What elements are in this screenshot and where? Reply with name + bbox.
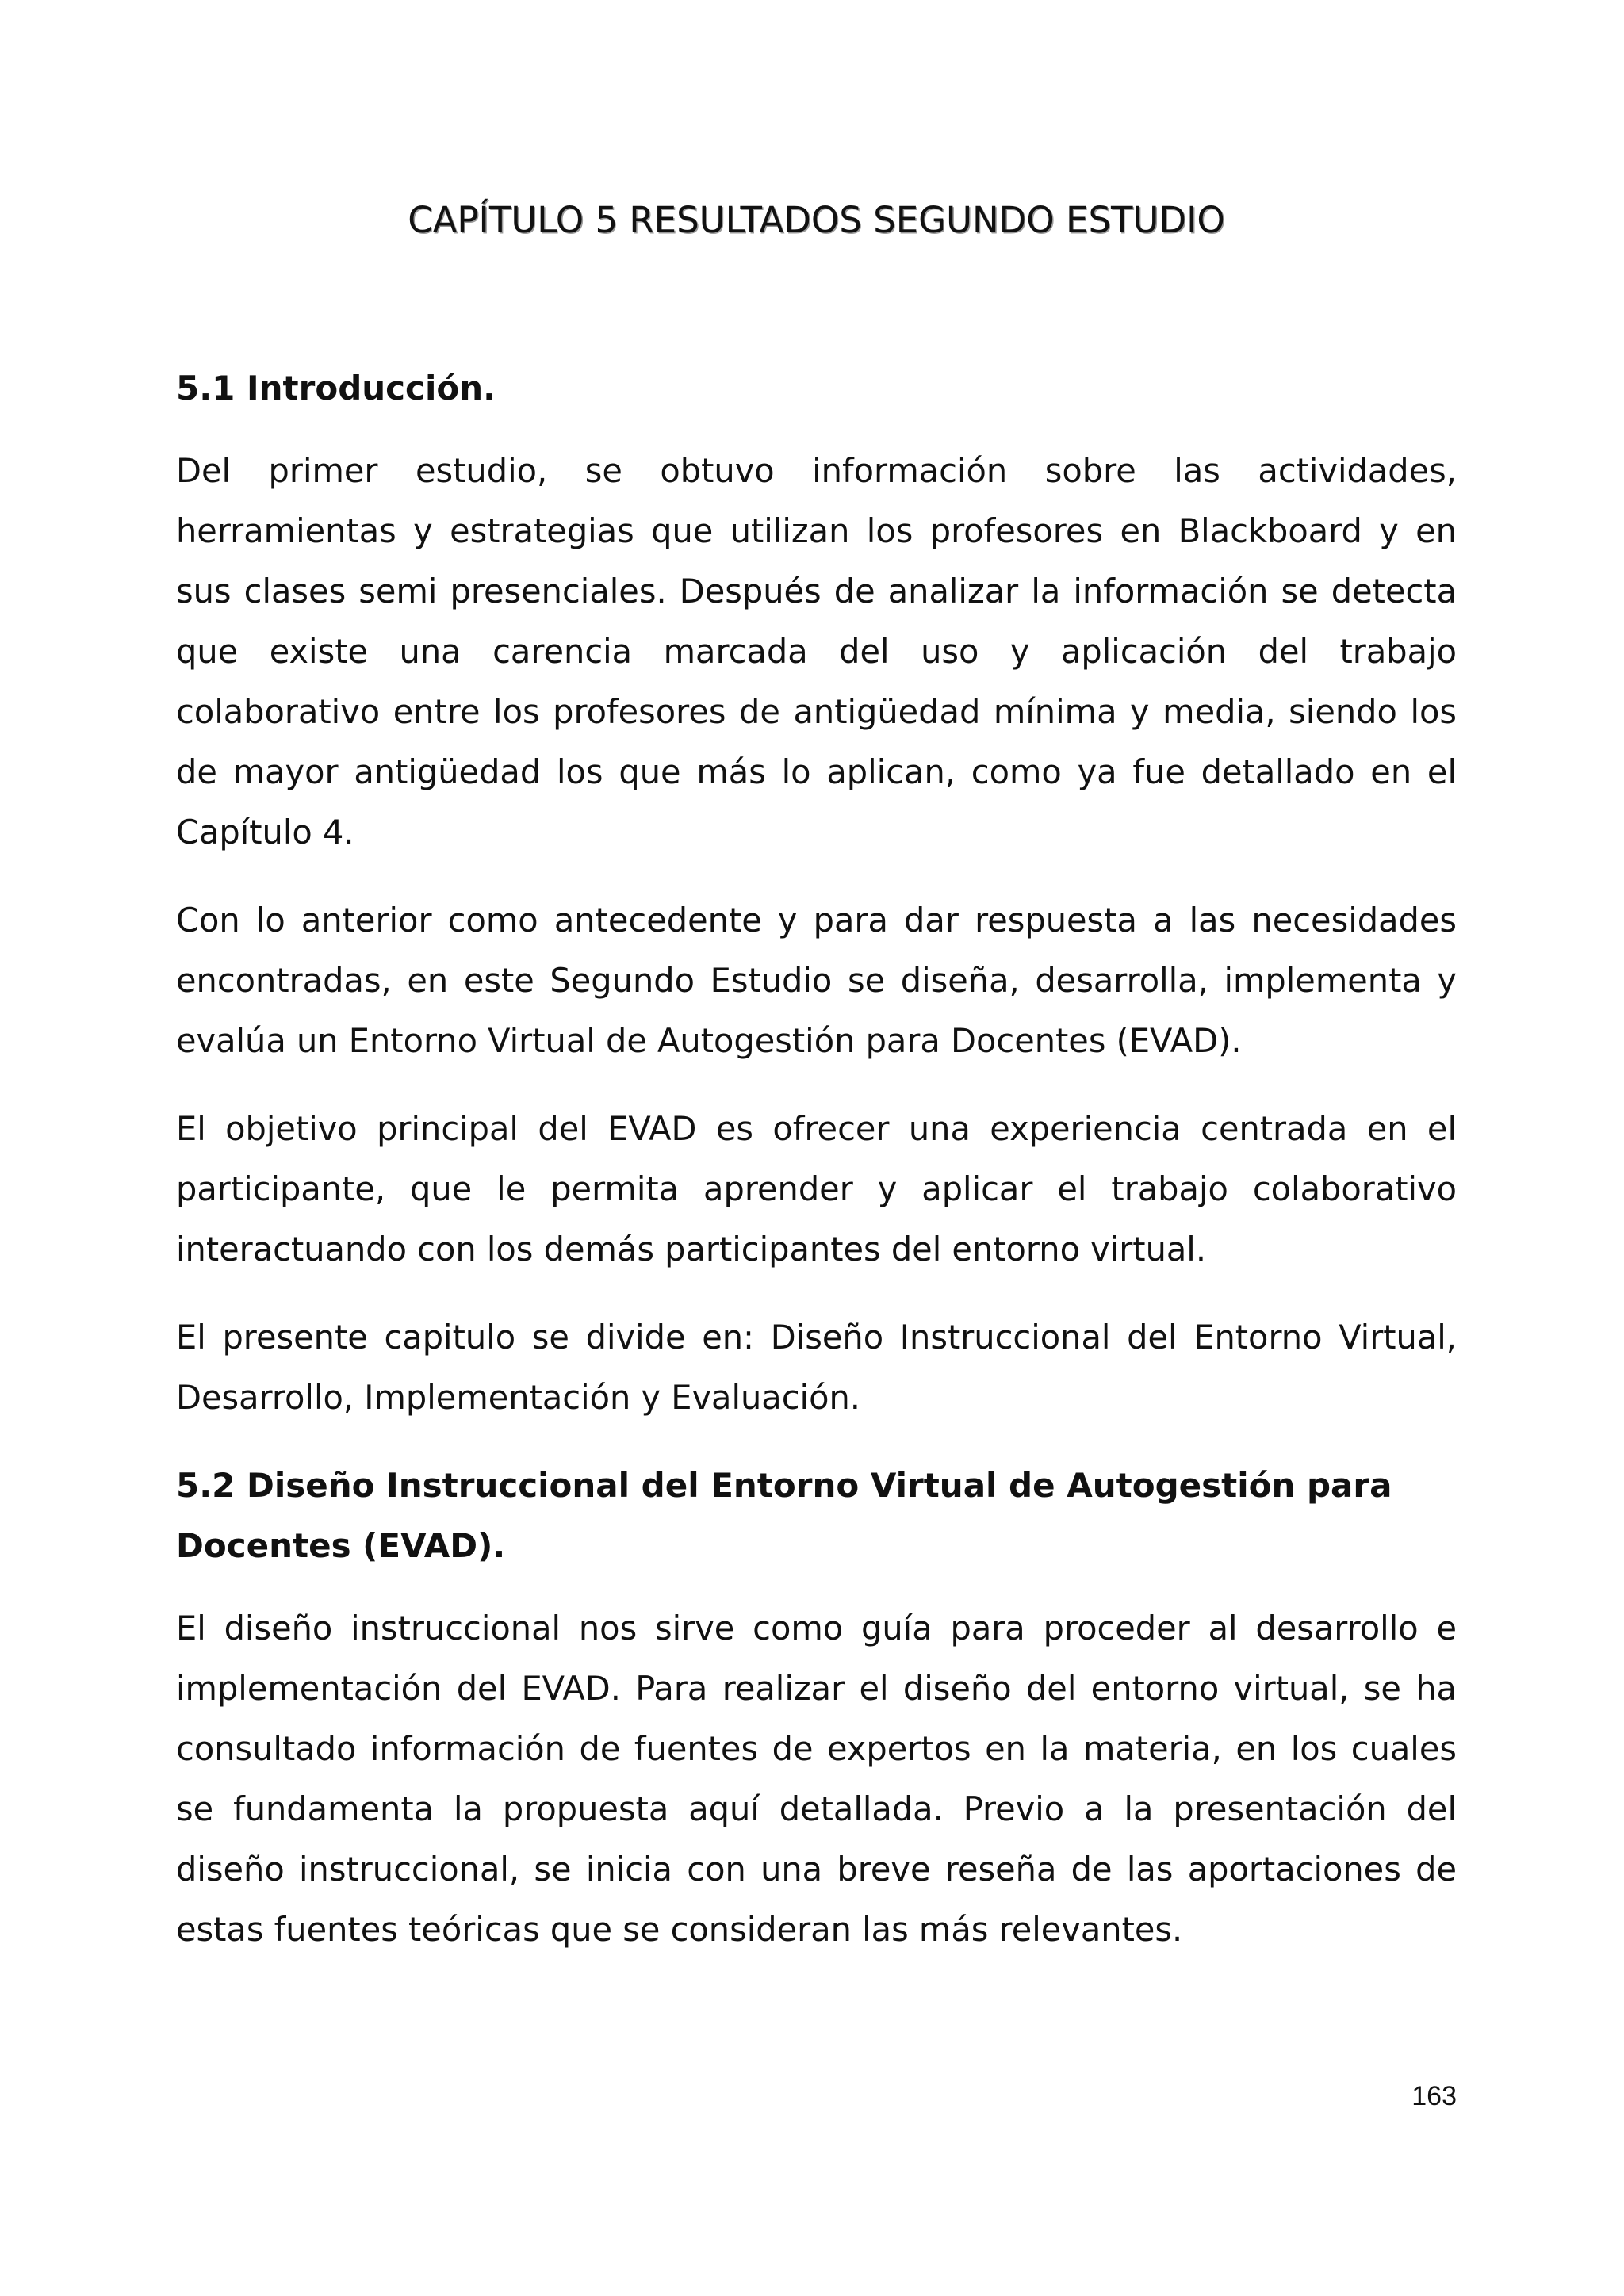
paragraph: Del primer estudio, se obtuvo información sobre las actividades, herramientas y estrategias que utilizan los profesores en Blackboard y en sus clases semi presenciales. Después de analizar la información se detecta que existe una carencia marcada del uso y aplicación del trabajo colaborativo entre los profesores de antigüedad mínima y media, siendo los de mayor antigüedad los que más lo aplican, como ya fue detallado en el Capítulo 4. [176,451,1457,851]
section-heading-diseno-instruccional: 5.2 Diseño Instruccional del Entorno Virtual de Autogestión para Docentes (EVAD). [176,1466,1392,1565]
chapter-title: CAPÍTULO 5 RESULTADOS SEGUNDO ESTUDIO [408,199,1225,241]
section-heading-introduccion: 5.1 Introducción. [176,369,496,408]
page-number: 163 [1411,2081,1457,2111]
paragraph: Con lo anterior como antecedente y para dar respuesta a las necesidades encontradas, en este Segundo Estudio se diseña, desarrolla, implementa y evalúa un Entorno Virtual de Autogestión para Docentes (EVAD). [176,901,1457,1060]
paragraph: El diseño instruccional nos sirve como guía para proceder al desarrollo e implementación del EVAD. Para realizar el diseño del entorno virtual, se ha consultado información de fuentes de expertos en la materia, en los cuales se fundamenta la propuesta aquí detallada. Previo a la presentación del diseño instruccional, se inicia con una breve reseña de las aportaciones de estas fuentes teóricas que se consideran las más relevantes. [176,1609,1457,1949]
page-body [176,358,1457,1988]
paragraph: El objetivo principal del EVAD es ofrecer una experiencia centrada en el participante, que le permita aprender y aplicar el trabajo colaborativo interactuando con los demás participantes del entorno virtual. [176,1109,1457,1269]
paragraph: El presente capitulo se divide en: Diseño Instruccional del Entorno Virtual, Desarrollo, Implementación y Evaluación. [176,1318,1457,1417]
